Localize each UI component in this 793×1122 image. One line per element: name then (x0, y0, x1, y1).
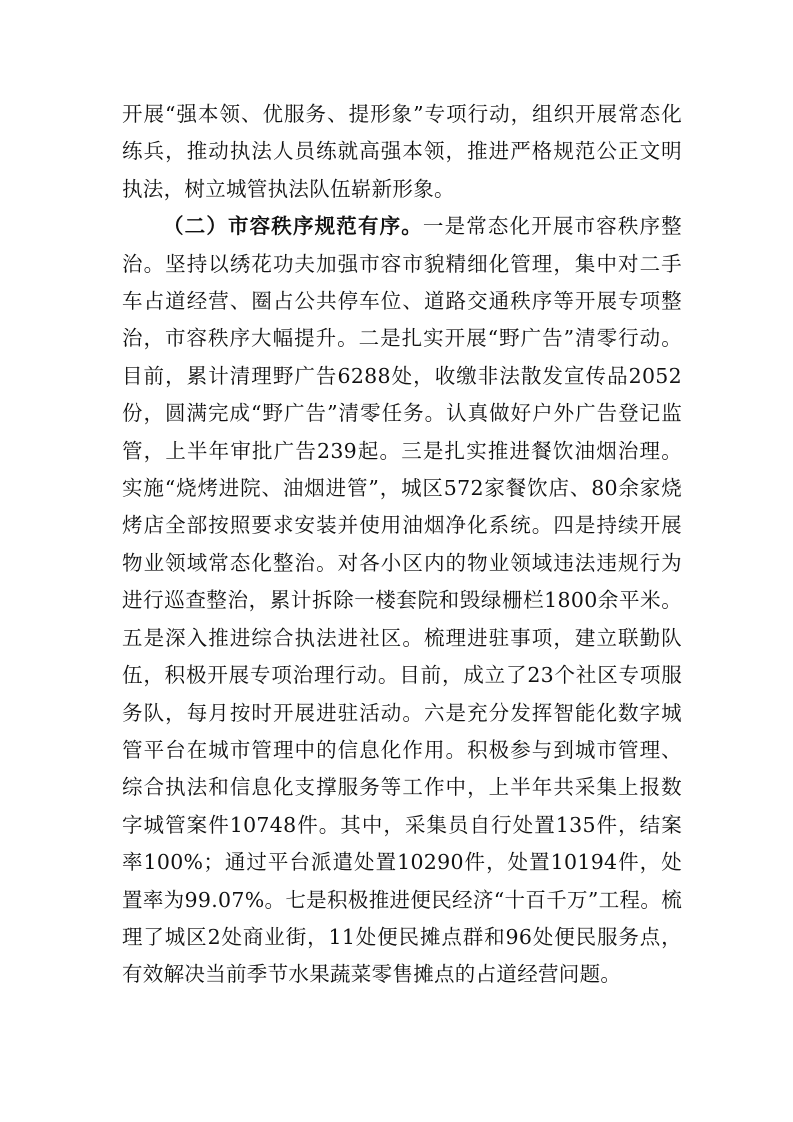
paragraph-continuation-text: 开展“强本领、优服务、提形象”专项行动，组织开展常态化练兵，推动执法人员练就高强本领，推进严格规范公正文明执法，树立城管执法队伍崭新形象。 (122, 102, 682, 201)
section-heading: （二）市容秩序规范有序。 (163, 214, 423, 239)
paragraph-continuation (122, 96, 682, 208)
body-text (122, 96, 682, 994)
paragraph-market-order (122, 208, 682, 994)
paragraph-market-order-text: 一是常态化开展市容秩序整治。坚持以绣花功夫加强市容市貌精细化管理，集中对二手车占道经营、圈占公共停车位、道路交通秩序等开展专项整治，市容秩序大幅提升。二是扎实开展“野广告”清零行动。目前，累计清理野广告6288处，收缴非法散发宣传品2052份，圆满完成“野广告”清零任务。认真做好户外广告登记监管，上半年审批广告239起。三是扎实推进餐饮油烟治理。实施“烧烤进院、油烟进管”，城区572家餐饮店、80余家烧烤店全部按照要求安装并使用油烟净化系统。四是持续开展物业领域常态化整治。对各小区内的物业领域违法违规行为进行巡查整治，累计拆除一楼套院和毁绿栅栏1800余平米。五是深入推进综合执法进社区。梳理进驻事项，建立联勤队伍，积极开展专项治理行动。目前，成立了23个社区专项服务队，每月按时开展进驻活动。六是充分发挥智能化数字城管平台在城市管理中的信息化作用。积极参与到城市管理、综合执法和信息化支撑服务等工作中，上半年共采集上报数字城管案件10748件。其中，采集员自行处置135件，结案率100%；通过平台派遣处置10290件，处置10194件，处置率为99.07%。七是积极推进便民经济“十百千万”工程。梳理了城区2处商业街，11处便民摊点群和96处便民服务点，有效解决当前季节水果蔬菜零售摊点的占道经营问题。 (122, 214, 682, 987)
